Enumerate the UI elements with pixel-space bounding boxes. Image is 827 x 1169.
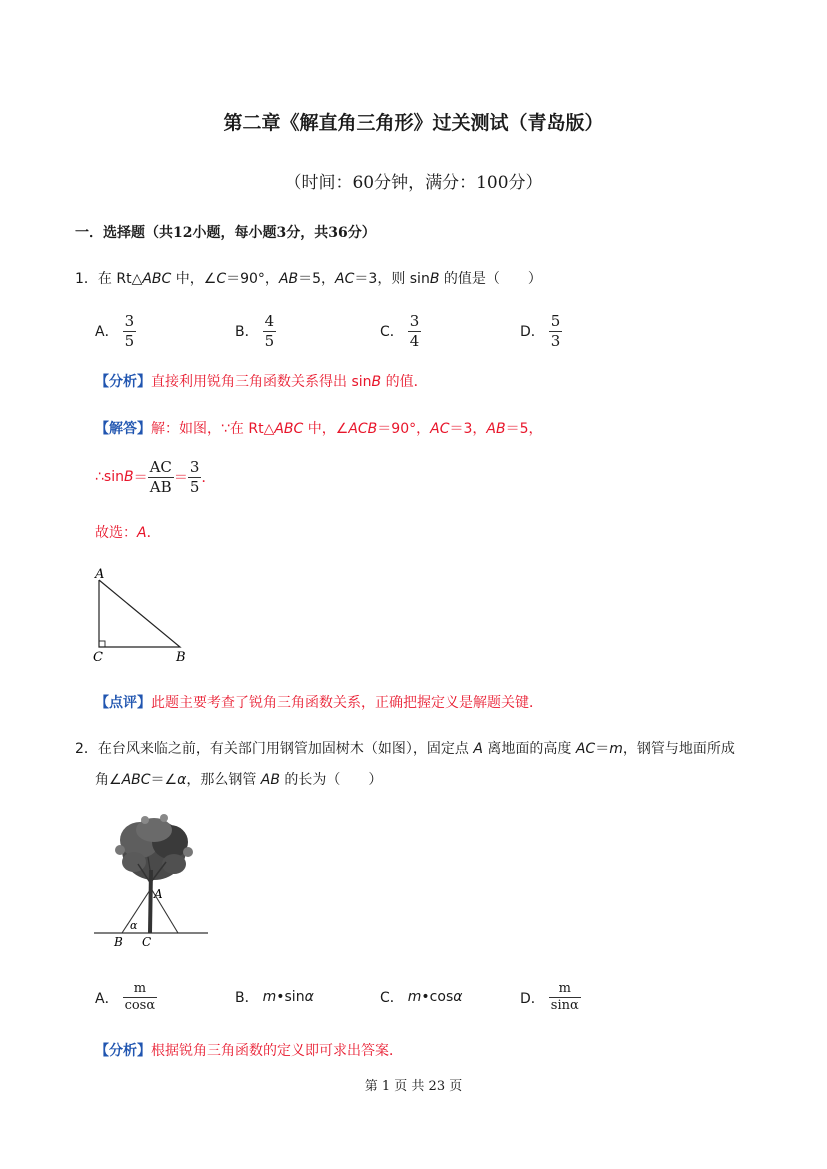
q2-stem-line2: 角∠ABC＝∠α，那么钢管 AB 的长为（ ）: [95, 772, 383, 788]
q1-comment: 【点评】此题主要考查了锐角三角函数关系，正确把握定义是解题关键．: [95, 695, 543, 711]
label-b: B: [176, 650, 186, 665]
tree-canopy: [115, 814, 193, 880]
page-title: 第二章《解直角三角形》过关测试（青岛版）: [223, 112, 604, 134]
label-a: A: [154, 887, 163, 901]
q1-stem: 1．在 Rt△ABC 中，∠C＝90°，AB＝5，AC＝3，则 sinB 的值是（ ）: [75, 271, 542, 287]
label-a: A: [95, 567, 105, 582]
q2-stem-line1: 2．在台风来临之前，有关部门用钢管加固树木（如图），固定点 A 离地面的高度 AC＝m，钢管与地面所成: [75, 741, 735, 757]
q1-triangle-figure: [88, 565, 198, 665]
exam-info: （时间：60分钟，满分：100分）: [284, 173, 543, 193]
q1-formula: ∴sin B ＝ $\frac{AC}{AB}$ ＝ $\frac{3}{5}$ ．: [95, 458, 216, 496]
q2-tree-figure: [90, 812, 215, 952]
section-heading: 一．选择题（共12小题，每小题3分，共36分）: [75, 225, 376, 241]
q2-option-d[interactable]: D． $\frac{m}{\sin\alpha}$: [520, 981, 579, 1014]
label-alpha: α: [130, 919, 138, 932]
triangle-outline: [99, 580, 180, 647]
q2-option-b[interactable]: B． m •sin α: [235, 989, 314, 1006]
q2-option-a[interactable]: A． $\frac{m}{\cos\alpha}$: [95, 981, 156, 1014]
q2-analysis: 【分析】根据锐角三角函数的定义即可求出答案．: [95, 1043, 403, 1059]
q1-option-b[interactable]: B． $\frac{4}{5}$: [235, 312, 275, 350]
q1-option-a[interactable]: A． $\frac{3}{5}$: [95, 312, 135, 350]
q1-choice: 故选：A．: [95, 525, 161, 541]
q1-option-d[interactable]: D． $\frac{5}{3}$: [520, 312, 561, 350]
q2-option-c[interactable]: C． m •cos α: [380, 989, 463, 1006]
label-c: C: [93, 650, 103, 665]
page-footer: 第 1 页 共 23 页: [364, 1079, 463, 1094]
label-c: C: [142, 935, 152, 949]
q1-analysis: 【分析】直接利用锐角三角函数关系得出 sinB 的值．: [95, 374, 428, 390]
q1-option-c[interactable]: C． $\frac{3}{4}$: [380, 312, 420, 350]
label-b: B: [114, 935, 123, 949]
right-angle-mark: [99, 641, 105, 647]
q1-solution: 【解答】解：如图，∵在 Rt△ABC 中，∠ACB＝90°，AC＝3，AB＝5，: [95, 421, 543, 437]
